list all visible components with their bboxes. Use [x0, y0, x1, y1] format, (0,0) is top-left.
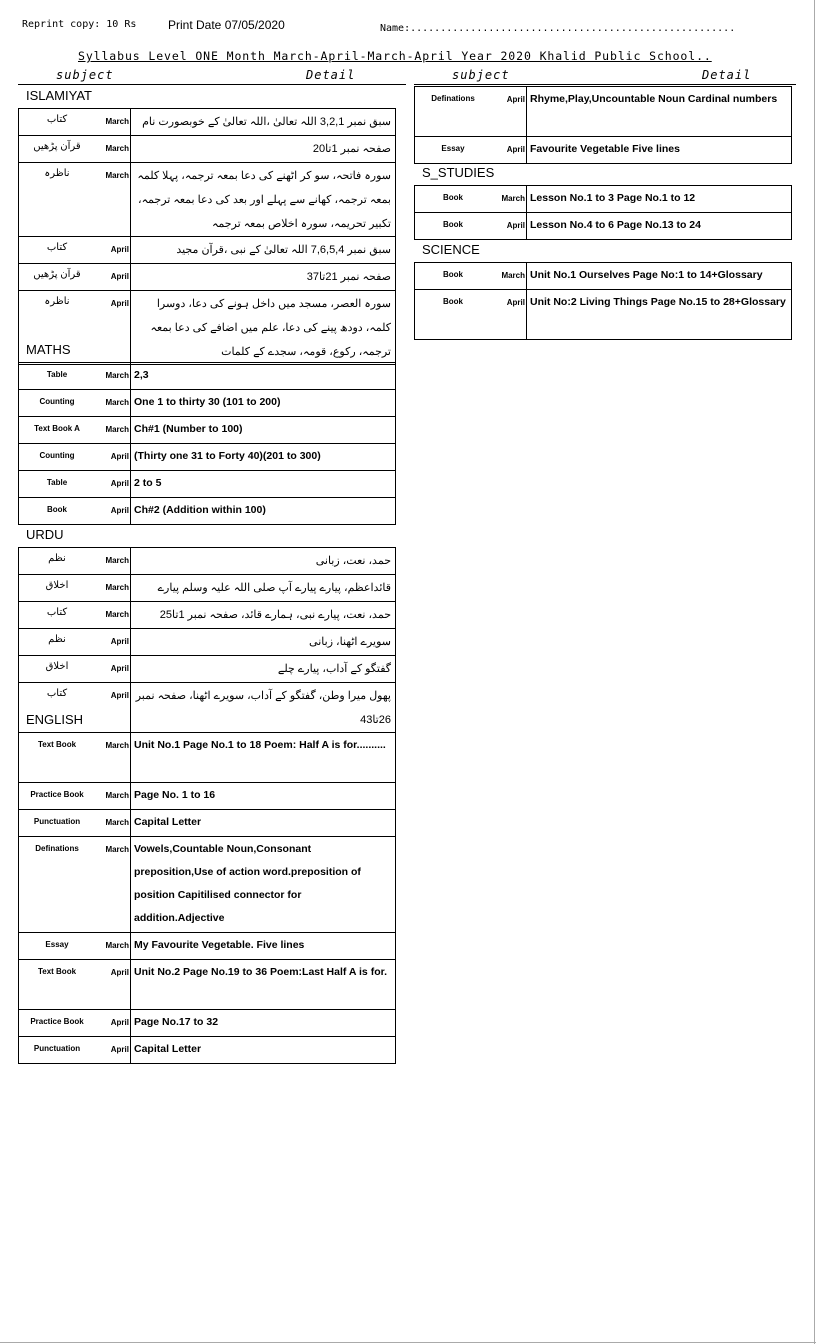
month-label: April: [506, 95, 525, 104]
table-row: [19, 656, 396, 683]
detail-cell: Vowels,Countable Noun,Consonant preposition,Use of action word.preposition of position Capitilised connector for addition.Adjective: [131, 837, 396, 933]
month-label: March: [105, 583, 129, 592]
detail-cell: 2 to 5: [131, 471, 396, 498]
section-title-science: SCIENCE: [422, 242, 480, 257]
month-label: April: [506, 221, 525, 230]
month-label: April: [110, 1045, 129, 1054]
left-subject-header: subject: [56, 68, 114, 82]
month-label: April: [110, 691, 129, 700]
month-label: April: [110, 1018, 129, 1027]
subject-name: کتاب: [46, 607, 68, 618]
month-label: March: [105, 371, 129, 380]
table-row: [19, 109, 396, 136]
table-row: [19, 237, 396, 264]
table-row: [19, 390, 396, 417]
english-table: [18, 732, 396, 1064]
detail-cell: پھول میرا وطن، گفتگو کے آداب، سویرے اٹھنا، صفحہ نمبر 26تا43: [131, 683, 396, 733]
detail-cell: سویرے اٹھنا، زبانی: [131, 629, 396, 656]
table-row: [19, 548, 396, 575]
subject-name: Counting: [39, 397, 75, 406]
table-row: [19, 1037, 396, 1064]
table-row: [19, 602, 396, 629]
table-row: [19, 783, 396, 810]
month-label: March: [105, 171, 129, 180]
left-header-line: [18, 84, 406, 85]
table-row: [19, 291, 396, 365]
subject-name: Punctuation: [33, 1044, 81, 1053]
detail-cell: Favourite Vegetable Five lines: [527, 137, 792, 164]
subject-name: Book: [47, 505, 67, 514]
month-label: April: [506, 145, 525, 154]
table-row: [19, 837, 396, 933]
table-row: [19, 960, 396, 1010]
detail-cell: Capital Letter: [131, 1037, 396, 1064]
subject-name: Text Book A: [34, 424, 80, 433]
subject-name: کتاب: [46, 242, 68, 253]
subject-name: ناظرہ: [44, 296, 70, 307]
table-row: [19, 933, 396, 960]
table-row: [19, 444, 396, 471]
month-label: March: [105, 845, 129, 854]
section-title-urdu: URDU: [26, 527, 64, 542]
table-row: [19, 363, 396, 390]
detail-cell: حمد، نعت، پیارے نبی، ہمارے قائد، صفحہ نمبر 1تا25: [131, 602, 396, 629]
name-field: Name:......................................................: [380, 23, 736, 34]
month-label: March: [105, 144, 129, 153]
subject-name: Table: [46, 370, 68, 379]
month-label: April: [110, 299, 129, 308]
table-row: [19, 417, 396, 444]
subject-name: Counting: [39, 451, 75, 460]
detail-cell: گفتگو کے آداب، پیارے چلے: [131, 656, 396, 683]
detail-cell: Rhyme,Play,Uncountable Noun Cardinal numbers: [527, 87, 792, 137]
right-detail-header: Detail: [702, 68, 752, 82]
detail-cell: My Favourite Vegetable. Five lines: [131, 933, 396, 960]
islamiyat-table: [18, 108, 396, 365]
table-row: [19, 264, 396, 291]
detail-cell: سورہ العصر، مسجد میں داخل ہونے کی دعا، دوسرا کلمہ، دودھ پینے کی دعا، علم میں اضافے کی دعا بمعہ ترجمہ، رکوع، قومہ، سجدے کے کلمات: [131, 291, 396, 365]
month-label: April: [506, 298, 525, 307]
table-row: [19, 498, 396, 525]
subject-name: نظم: [48, 634, 66, 645]
month-label: April: [110, 479, 129, 488]
left-detail-header: Detail: [306, 68, 356, 82]
subject-name: نظم: [48, 553, 66, 564]
print-date: Print Date 07/05/2020: [168, 18, 285, 32]
subject-name: Definations: [35, 844, 79, 853]
table-row: [19, 136, 396, 163]
month-label: April: [110, 272, 129, 281]
detail-cell: Unit No.1 Page No.1 to 18 Poem: Half A is for..........: [131, 733, 396, 783]
subject-name: اخلاق: [45, 580, 69, 591]
section-title-s-studies: S_STUDIES: [422, 165, 495, 180]
detail-cell: حمد، نعت، زبانی: [131, 548, 396, 575]
month-label: March: [105, 425, 129, 434]
section-title-maths: MATHS: [26, 342, 71, 357]
subject-name: Book: [443, 220, 463, 229]
table-row: [415, 87, 792, 137]
subject-name: Text Book: [37, 740, 77, 749]
detail-cell: Lesson No.1 to 3 Page No.1 to 12: [527, 186, 792, 213]
detail-cell: One 1 to thirty 30 (101 to 200): [131, 390, 396, 417]
detail-cell: 2,3: [131, 363, 396, 390]
page-edge-right: [814, 0, 815, 1344]
month-label: March: [105, 791, 129, 800]
urdu-table: [18, 547, 396, 733]
table-row: [19, 575, 396, 602]
detail-cell: Unit No:2 Living Things Page No.15 to 28+Glossary: [527, 290, 792, 340]
detail-cell: Lesson No.4 to 6 Page No.13 to 24: [527, 213, 792, 240]
table-row: [19, 810, 396, 837]
s-studies-table: [414, 185, 792, 240]
section-title-english: ENGLISH: [26, 712, 84, 727]
subject-name: Punctuation: [33, 817, 81, 826]
table-row: [19, 733, 396, 783]
detail-cell: Ch#1 (Number to 100): [131, 417, 396, 444]
month-label: March: [105, 741, 129, 750]
page-title: Syllabus Level ONE Month March-April-March-April Year 2020 Khalid Public School..: [78, 49, 712, 63]
section-title-islamiyat: ISLAMIYAT: [26, 88, 92, 103]
subject-name: کتاب: [46, 688, 68, 699]
subject-name: Text Book: [37, 967, 77, 976]
maths-table: [18, 362, 396, 525]
table-row: [415, 263, 792, 290]
page-edge-bottom: [0, 1342, 816, 1343]
subject-name: کتاب: [46, 114, 68, 125]
month-label: April: [110, 968, 129, 977]
detail-cell: صفحہ نمبر 1تا20: [131, 136, 396, 163]
detail-cell: سبق نمبر 3,2,1 اللہ تعالیٰ ،اللہ تعالیٰ کے خوبصورت نام: [131, 109, 396, 136]
detail-cell: صفحہ نمبر 21تا37: [131, 264, 396, 291]
reprint-label: Reprint copy: 10 Rs: [22, 19, 137, 30]
table-row: [415, 186, 792, 213]
subject-name: Book: [443, 270, 463, 279]
month-label: April: [110, 637, 129, 646]
subject-name: Table: [46, 478, 68, 487]
subject-name: Definations: [431, 94, 475, 103]
detail-cell: سورہ فاتحہ، سو کر اٹھنے کی دعا بمعہ ترجمہ، پہلا کلمہ بمعہ ترجمہ، کھانے سے پہلے اور بعد کی دعا بمعہ ترجمہ، تکبیر تحریمہ، سورہ اخلاص بمعہ ترجمہ: [131, 163, 396, 237]
month-label: March: [501, 194, 525, 203]
subject-name: اخلاق: [45, 661, 69, 672]
subject-name: Practice Book: [30, 1017, 84, 1026]
month-label: March: [105, 556, 129, 565]
month-label: March: [501, 271, 525, 280]
right-header-line: [414, 84, 796, 85]
detail-cell: Unit No.2 Page No.19 to 36 Poem:Last Half A is for.: [131, 960, 396, 1010]
right-subject-header: subject: [452, 68, 510, 82]
detail-cell: Ch#2 (Addition within 100): [131, 498, 396, 525]
table-row: [19, 163, 396, 237]
detail-cell: سبق نمبر 7,6,5,4 اللہ تعالیٰ کے نبی ،قرآن مجید: [131, 237, 396, 264]
science-table: [414, 262, 792, 340]
subject-name: ناظرہ: [44, 168, 70, 179]
month-label: March: [105, 941, 129, 950]
table-row: [19, 471, 396, 498]
subject-name: Practice Book: [30, 790, 84, 799]
month-label: April: [110, 664, 129, 673]
english-continued-table: [414, 86, 792, 164]
subject-name: Book: [443, 297, 463, 306]
table-row: [19, 1010, 396, 1037]
detail-cell: قائداعظم، پیارے پیارے آپ صلی اللہ علیہ وسلم پیارے: [131, 575, 396, 602]
table-row: [415, 213, 792, 240]
subject-name: قرآن پڑھیں: [33, 141, 81, 152]
month-label: March: [105, 610, 129, 619]
subject-name: قرآن پڑھیں: [33, 269, 81, 280]
subject-name: Book: [443, 193, 463, 202]
detail-cell: Page No.17 to 32: [131, 1010, 396, 1037]
table-row: [415, 137, 792, 164]
month-label: April: [110, 452, 129, 461]
detail-cell: (Thirty one 31 to Forty 40)(201 to 300): [131, 444, 396, 471]
subject-name: Essay: [441, 144, 465, 153]
month-label: March: [105, 117, 129, 126]
month-label: March: [105, 398, 129, 407]
detail-cell: Unit No.1 Ourselves Page No:1 to 14+Glossary: [527, 263, 792, 290]
month-label: April: [110, 506, 129, 515]
month-label: March: [105, 818, 129, 827]
month-label: April: [110, 245, 129, 254]
detail-cell: Capital Letter: [131, 810, 396, 837]
table-row: [415, 290, 792, 340]
detail-cell: Page No. 1 to 16: [131, 783, 396, 810]
subject-name: Essay: [45, 940, 69, 949]
table-row: [19, 629, 396, 656]
